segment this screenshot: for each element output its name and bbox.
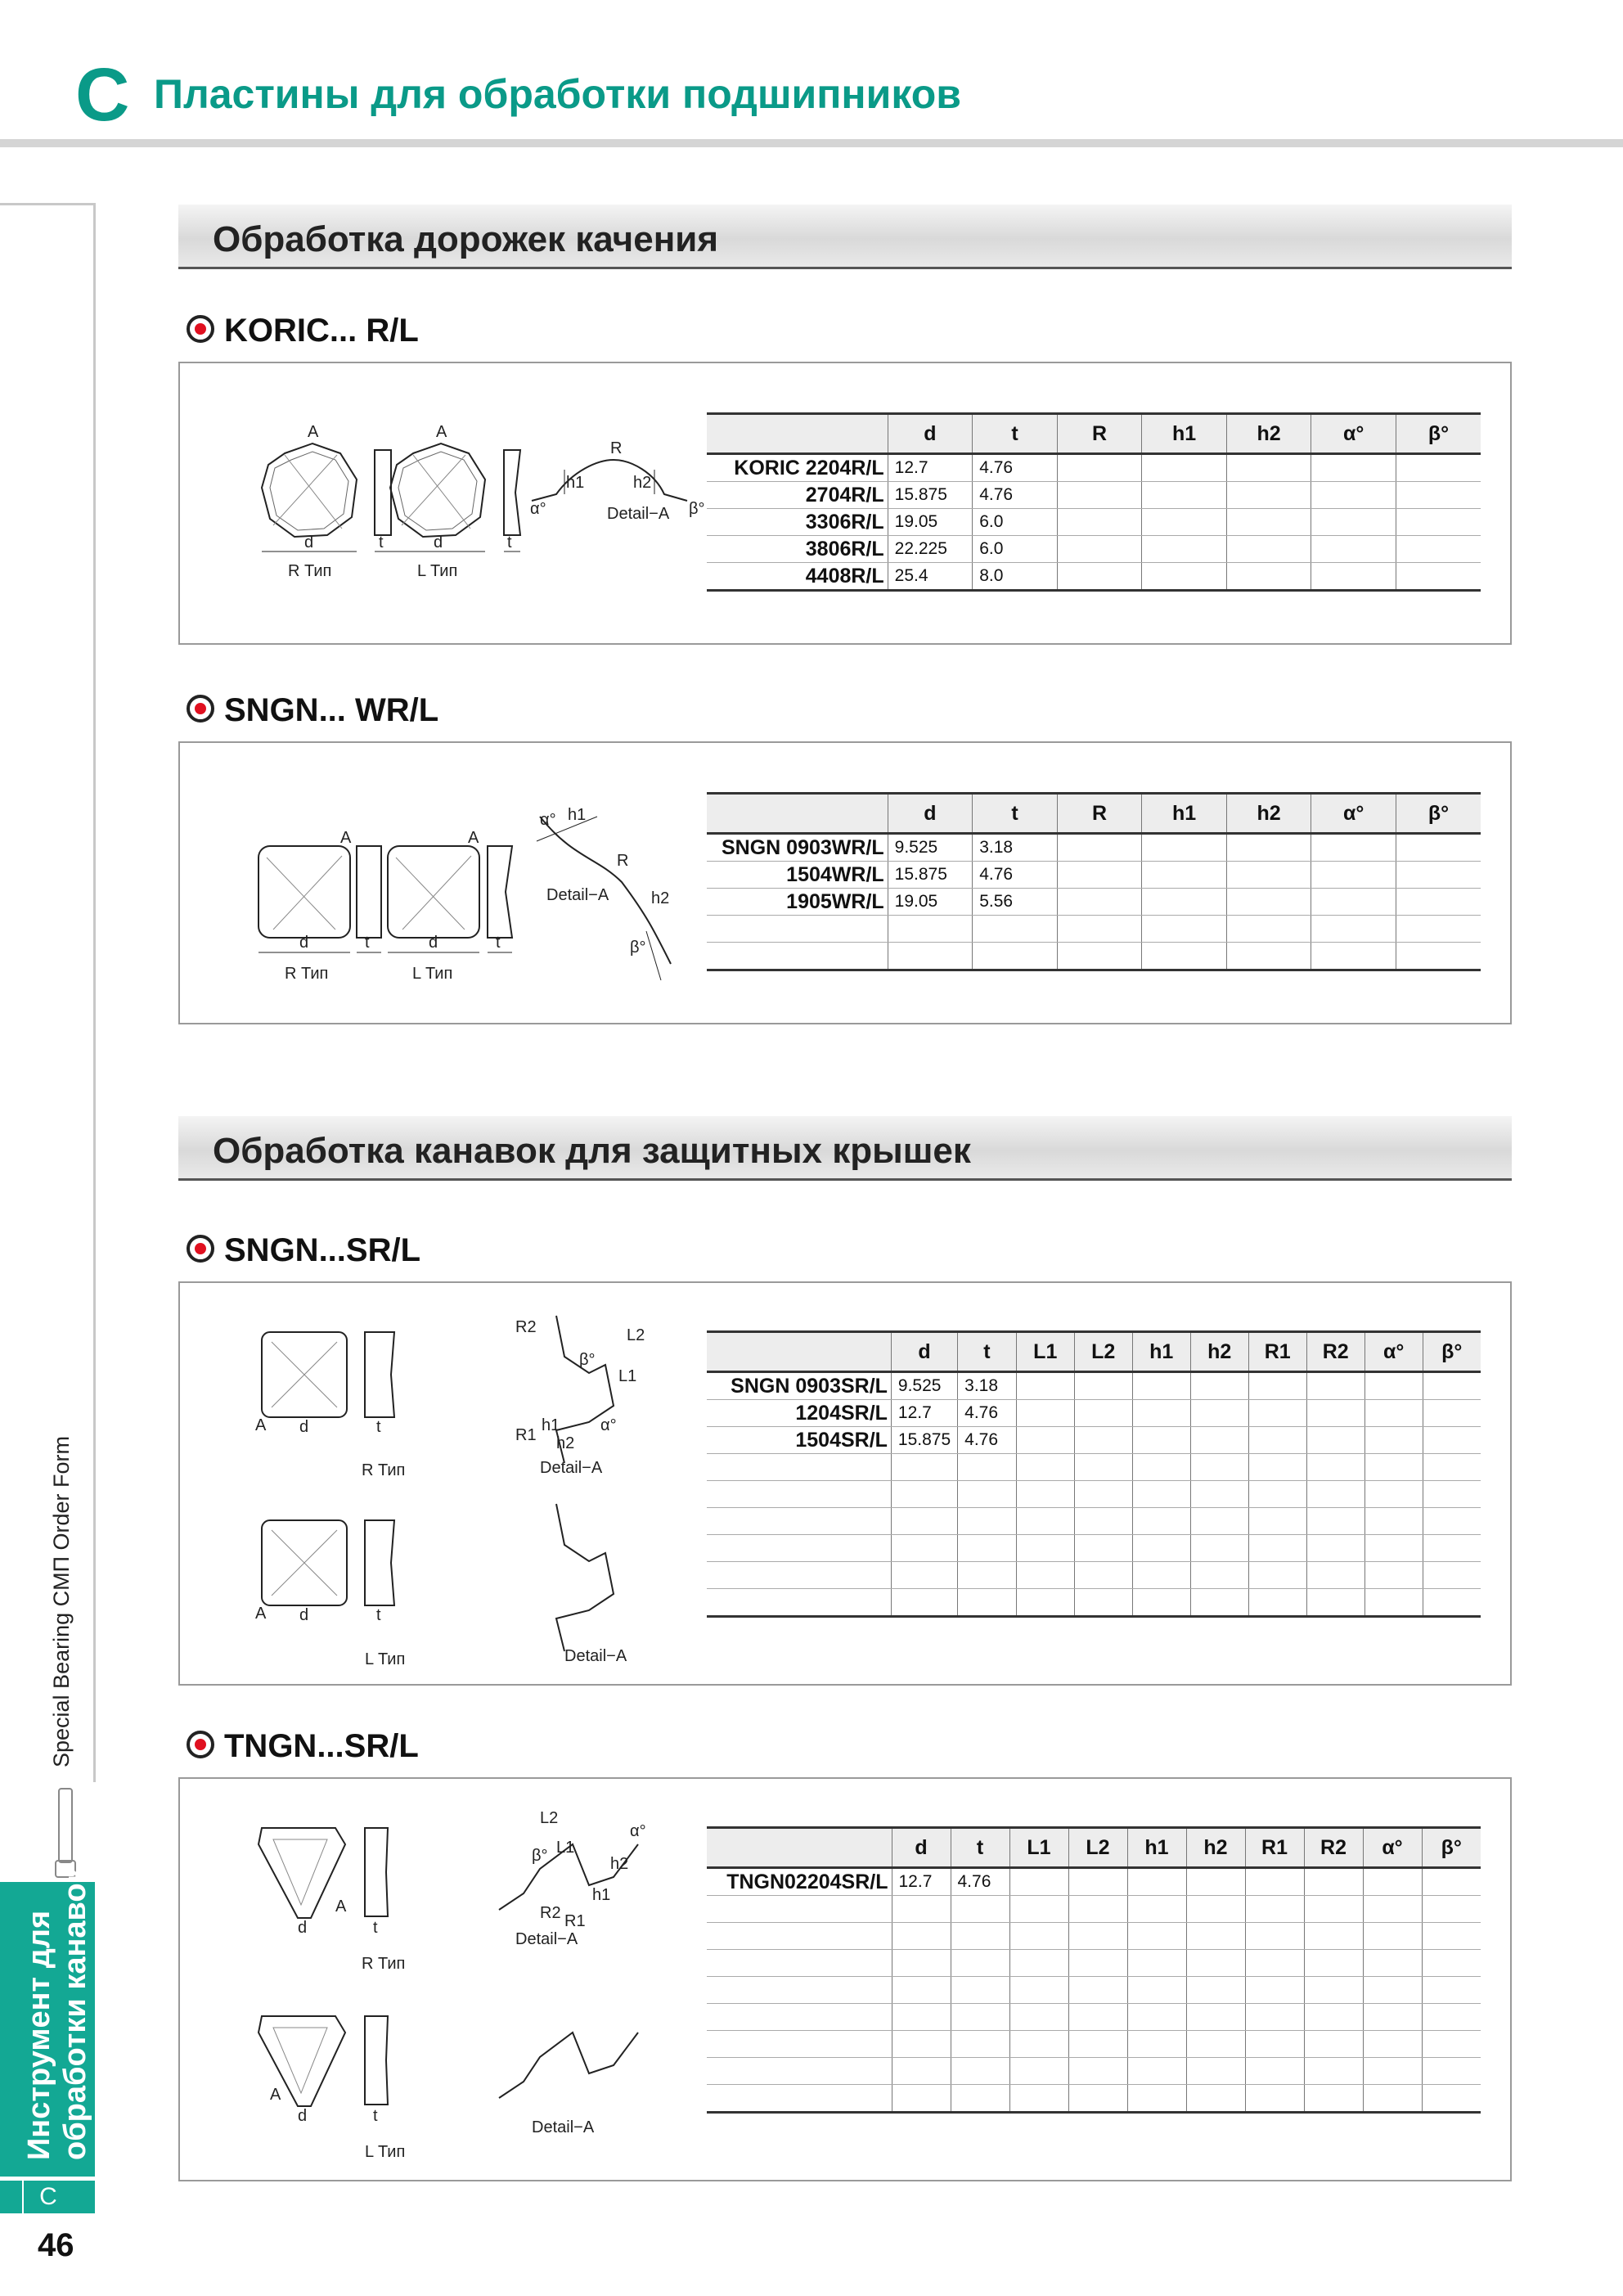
tngn-sr-drawing xyxy=(213,1795,769,2172)
table-row: TNGN02204SR/L 12.7 4.76 xyxy=(707,1868,1481,1896)
table-row xyxy=(707,1508,1481,1535)
column-header: t xyxy=(951,1828,1009,1868)
tngn-sr-label-alpha: α° xyxy=(630,1822,646,1840)
koric-label-a-l: A xyxy=(436,423,447,441)
product-panel-koric xyxy=(178,362,1512,645)
column-header: h1 xyxy=(1142,414,1227,454)
sngn-sr-label-a-r: A xyxy=(255,1416,267,1434)
tngn-sr-label-detail-r: Detail−A xyxy=(515,1930,578,1948)
table-row: 1905WR/L 19.05 5.56 xyxy=(707,889,1481,916)
column-header xyxy=(707,1332,891,1372)
column-header xyxy=(707,414,888,454)
table-row xyxy=(707,2058,1481,2085)
koric-label-a-r: A xyxy=(308,423,319,441)
column-header: R xyxy=(1057,414,1142,454)
koric-label-t-r: t xyxy=(379,533,384,551)
table-row xyxy=(707,916,1481,943)
sngn-wr-label-l-type: L Тип xyxy=(412,965,453,983)
tngn-sr-label-t-r: t xyxy=(373,1919,378,1937)
sngn-sr-label-d-l: d xyxy=(299,1606,309,1624)
product-heading-sngn-wr: SNGN... WR/L xyxy=(187,692,438,729)
koric-label-l-type: L Тип xyxy=(417,562,458,580)
table-row: KORIC 2204R/L 12.7 4.76 xyxy=(707,454,1481,482)
column-header: h2 xyxy=(1226,414,1311,454)
tngn-sr-label-r1: R1 xyxy=(564,1912,586,1930)
table-row: SNGN 0903WR/L 9.525 3.18 xyxy=(707,834,1481,862)
sidebar-rule-top xyxy=(0,203,95,205)
sngn-sr-label-r2: R2 xyxy=(515,1318,537,1336)
sngn-sr-drawing xyxy=(213,1299,769,1676)
sngn-sr-label-l2: L2 xyxy=(627,1326,645,1344)
column-header: t xyxy=(973,794,1058,834)
table-row xyxy=(707,1589,1481,1617)
spec-table-sngn-wr xyxy=(707,792,1481,971)
column-header: L1 xyxy=(1009,1828,1068,1868)
tngn-sr-label-d-r: d xyxy=(298,1919,308,1937)
product-heading-koric: KORIC... R/L xyxy=(187,313,419,349)
sngn-wr-label-r: R xyxy=(617,852,629,870)
column-header: h1 xyxy=(1127,1828,1186,1868)
section-banner-grooves: Обработка канавок для защитных крышек xyxy=(178,1116,1512,1181)
column-header: h1 xyxy=(1132,1332,1190,1372)
table-row xyxy=(707,1977,1481,2004)
column-header: L2 xyxy=(1068,1828,1127,1868)
table-row xyxy=(707,1896,1481,1923)
koric-label-detail: Detail−A xyxy=(607,505,670,523)
tngn-sr-label-l-type: L Тип xyxy=(365,2143,406,2161)
column-header: R1 xyxy=(1248,1332,1306,1372)
table-row xyxy=(707,1454,1481,1481)
product-heading-sngn-sr: SNGN...SR/L xyxy=(187,1232,420,1269)
bullet-icon xyxy=(187,695,214,723)
column-header: β° xyxy=(1423,1332,1481,1372)
sngn-wr-label-d-l: d xyxy=(429,934,438,952)
sidebar-rule xyxy=(93,203,96,1782)
column-header: t xyxy=(958,1332,1017,1372)
bullet-icon xyxy=(187,1731,214,1758)
sngn-wr-label-beta: β° xyxy=(630,939,646,957)
sidebar-order-form: Special Bearing CMП Order Form xyxy=(49,1435,74,1767)
table-row: 1504WR/L 15.875 4.76 xyxy=(707,862,1481,889)
tngn-sr-label-a-r: A xyxy=(335,1898,347,1916)
sngn-sr-label-t-r: t xyxy=(376,1418,381,1436)
chapter-tab-letter: C xyxy=(0,2181,95,2213)
sngn-sr-label-detail-r: Detail−A xyxy=(540,1459,603,1477)
spec-table-koric xyxy=(707,412,1481,592)
sngn-sr-label-d-r: d xyxy=(299,1418,309,1436)
column-header: h2 xyxy=(1226,794,1311,834)
koric-label-d-l: d xyxy=(434,533,443,551)
column-header: h2 xyxy=(1190,1332,1248,1372)
table-row: 1204SR/L 12.7 4.76 xyxy=(707,1400,1481,1427)
sngn-wr-label-h1: h1 xyxy=(568,806,587,824)
sngn-wr-label-alpha: α° xyxy=(540,811,556,829)
column-header: t xyxy=(973,414,1058,454)
product-panel-sngn-wr xyxy=(178,741,1512,1024)
table-row: 3306R/L 19.05 6.0 xyxy=(707,509,1481,536)
column-header xyxy=(707,1828,892,1868)
table-row xyxy=(707,2004,1481,2031)
bullet-icon xyxy=(187,1235,214,1263)
column-header xyxy=(707,794,888,834)
table-row xyxy=(707,1562,1481,1589)
sngn-sr-label-alpha: α° xyxy=(600,1416,617,1434)
sngn-wr-label-h2: h2 xyxy=(651,889,670,907)
spec-table-sngn-sr xyxy=(707,1330,1481,1618)
tngn-sr-label-h1: h1 xyxy=(592,1886,611,1904)
sngn-wr-label-detail: Detail−A xyxy=(546,886,609,904)
table-row xyxy=(707,2031,1481,2058)
tngn-sr-label-t-l: t xyxy=(373,2107,378,2125)
koric-label-r: R xyxy=(610,439,623,457)
tngn-sr-label-beta: β° xyxy=(532,1847,548,1865)
bullet-icon xyxy=(187,315,214,343)
section-banner-raceways: Обработка дорожек качения xyxy=(178,205,1512,269)
sngn-wr-drawing xyxy=(213,792,785,1005)
sngn-sr-label-r-type: R Тип xyxy=(362,1461,406,1479)
sngn-wr-label-r-type: R Тип xyxy=(285,965,329,983)
column-header: d xyxy=(888,794,973,834)
sngn-sr-label-l1: L1 xyxy=(618,1367,637,1385)
sngn-sr-label-a-l: A xyxy=(255,1605,267,1623)
column-header: d xyxy=(892,1828,951,1868)
sngn-sr-label-t-l: t xyxy=(376,1606,381,1624)
sngn-sr-label-r1: R1 xyxy=(515,1426,537,1444)
tngn-sr-label-l2: L2 xyxy=(540,1809,559,1827)
table-row xyxy=(707,943,1481,970)
koric-label-h2: h2 xyxy=(633,474,652,492)
tngn-sr-label-l1: L1 xyxy=(556,1839,575,1857)
chapter-tab-label: Инструмент для обработки канавок xyxy=(22,1867,92,2160)
koric-label-t-l: t xyxy=(507,533,512,551)
sngn-sr-label-l-type: L Тип xyxy=(365,1650,406,1668)
sngn-wr-label-a-l: A xyxy=(468,829,479,847)
column-header: α° xyxy=(1364,1332,1423,1372)
sngn-wr-label-a-r: A xyxy=(340,829,352,847)
sngn-sr-label-h1: h1 xyxy=(542,1416,560,1434)
table-row xyxy=(707,1535,1481,1562)
column-header: β° xyxy=(1396,794,1481,834)
koric-label-alpha: α° xyxy=(530,500,546,518)
tngn-sr-label-a-l: A xyxy=(270,2086,281,2104)
table-row xyxy=(707,1923,1481,1950)
table-row xyxy=(707,1950,1481,1977)
koric-drawing xyxy=(213,412,785,609)
tngn-sr-label-d-l: d xyxy=(298,2107,308,2125)
column-header: β° xyxy=(1422,1828,1481,1868)
chapter-letter: C xyxy=(75,53,130,137)
table-row: 1504SR/L 15.875 4.76 xyxy=(707,1427,1481,1454)
tngn-sr-label-detail-l: Detail−A xyxy=(532,2118,595,2136)
column-header: α° xyxy=(1311,794,1396,834)
column-header: R xyxy=(1057,794,1142,834)
column-header: d xyxy=(888,414,973,454)
column-header: α° xyxy=(1311,414,1396,454)
column-header: L2 xyxy=(1074,1332,1132,1372)
tngn-sr-label-r-type: R Тип xyxy=(362,1955,406,1973)
column-header: β° xyxy=(1396,414,1481,454)
tngn-sr-label-r2: R2 xyxy=(540,1904,561,1922)
column-header: R2 xyxy=(1304,1828,1363,1868)
koric-label-r-type: R Тип xyxy=(288,562,332,580)
column-header: L1 xyxy=(1016,1332,1074,1372)
column-header: h1 xyxy=(1142,794,1227,834)
table-row xyxy=(707,2085,1481,2113)
column-header: R2 xyxy=(1306,1332,1364,1372)
chapter-title: Пластины для обработки подшипников xyxy=(154,71,962,117)
table-row: 4408R/L 25.4 8.0 xyxy=(707,563,1481,591)
koric-label-beta: β° xyxy=(689,500,705,518)
table-row: 2704R/L 15.875 4.76 xyxy=(707,482,1481,509)
koric-label-d-r: d xyxy=(304,533,314,551)
column-header: h2 xyxy=(1186,1828,1245,1868)
sngn-sr-label-h2: h2 xyxy=(556,1434,575,1452)
column-header: α° xyxy=(1363,1828,1422,1868)
sngn-sr-label-beta: β° xyxy=(579,1351,596,1369)
column-header: d xyxy=(891,1332,957,1372)
spec-table-tngn-sr xyxy=(707,1826,1481,2114)
sngn-wr-label-d-r: d xyxy=(299,934,309,952)
product-heading-tngn-sr: TNGN...SR/L xyxy=(187,1728,419,1765)
table-row: SNGN 0903SR/L 9.525 3.18 xyxy=(707,1372,1481,1400)
column-header: R1 xyxy=(1245,1828,1304,1868)
product-panel-sngn-sr xyxy=(178,1281,1512,1686)
sngn-sr-label-detail-l: Detail−A xyxy=(564,1647,627,1665)
table-row xyxy=(707,1481,1481,1508)
header-rule xyxy=(0,139,1623,147)
product-panel-tngn-sr xyxy=(178,1777,1512,2181)
tngn-sr-label-h2: h2 xyxy=(610,1855,629,1873)
sngn-wr-label-t-l: t xyxy=(496,934,501,952)
table-row: 3806R/L 22.225 6.0 xyxy=(707,536,1481,563)
page-number: 46 xyxy=(38,2227,74,2263)
koric-label-h1: h1 xyxy=(566,474,585,492)
sngn-wr-label-t-r: t xyxy=(365,934,370,952)
